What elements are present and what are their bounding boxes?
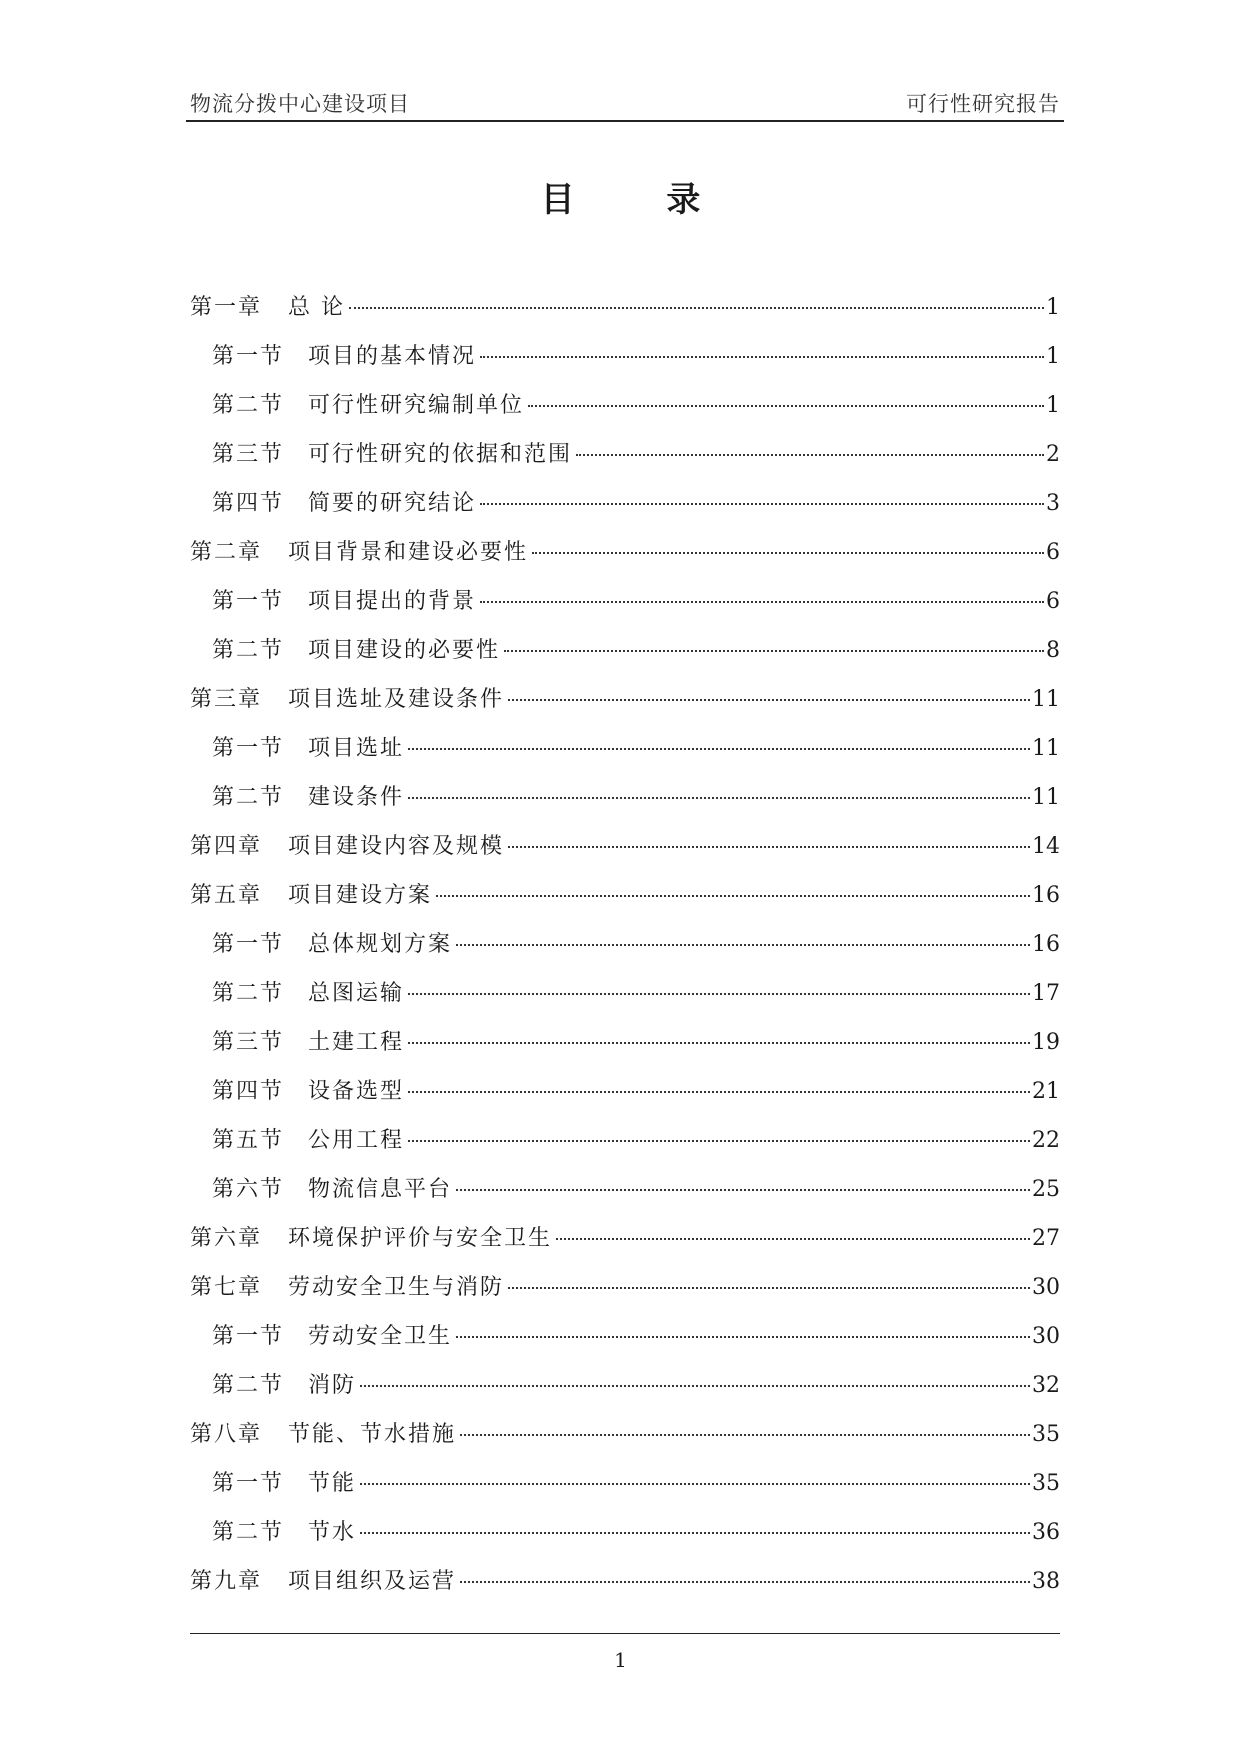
toc-entry-page: 11 <box>1032 687 1060 712</box>
toc-section-entry[interactable] <box>190 976 1060 1025</box>
toc-entry-title: 项目选址及建设条件 <box>288 687 505 712</box>
toc-entry-title: 项目的基本情况 <box>308 344 477 369</box>
toc-entry-title: 土建工程 <box>308 1030 405 1055</box>
toc-entry-title: 项目提出的背景 <box>308 589 477 614</box>
toc-entry-title: 节水 <box>308 1520 357 1545</box>
toc-dot-leader <box>504 650 1044 652</box>
toc-entry-number: 第六节 <box>212 1177 285 1202</box>
toc-entry-number: 第二章 <box>190 540 263 565</box>
toc-entry-number: 第一节 <box>212 1471 285 1496</box>
table-of-contents <box>190 290 1060 1613</box>
toc-entry-page: 35 <box>1032 1471 1060 1496</box>
toc-entry-title: 项目背景和建设必要性 <box>288 540 529 565</box>
toc-section-entry[interactable] <box>190 1025 1060 1074</box>
toc-entry-number: 第五章 <box>190 883 263 908</box>
toc-chapter-entry[interactable] <box>190 1564 1060 1613</box>
toc-entry-number: 第一节 <box>212 589 285 614</box>
toc-section-entry[interactable] <box>190 486 1060 535</box>
toc-entry-page: 11 <box>1032 785 1060 810</box>
toc-entry-page: 8 <box>1046 638 1060 663</box>
toc-entry-number: 第四节 <box>212 491 285 516</box>
toc-entry-page: 14 <box>1032 834 1060 859</box>
toc-entry-number: 第四节 <box>212 1079 285 1104</box>
toc-entry-title: 总体规划方案 <box>308 932 453 957</box>
footer-divider <box>190 1633 1060 1634</box>
toc-chapter-entry[interactable] <box>190 1417 1060 1466</box>
toc-entry-number: 第二节 <box>212 981 285 1006</box>
toc-entry-number: 第二节 <box>212 1520 285 1545</box>
toc-section-entry[interactable] <box>190 1172 1060 1221</box>
toc-entry-title: 环境保护评价与安全卫生 <box>288 1226 553 1251</box>
toc-chapter-entry[interactable] <box>190 878 1060 927</box>
toc-dot-leader <box>480 601 1044 603</box>
toc-entry-number: 第三节 <box>212 1030 285 1055</box>
toc-entry-page: 16 <box>1032 932 1060 957</box>
toc-dot-leader <box>460 1434 1030 1436</box>
toc-chapter-entry[interactable] <box>190 1270 1060 1319</box>
toc-dot-leader <box>556 1238 1030 1240</box>
toc-dot-leader <box>460 1581 1030 1583</box>
toc-entry-page: 17 <box>1032 981 1060 1006</box>
page-number: 1 <box>614 1648 627 1672</box>
toc-section-entry[interactable] <box>190 1466 1060 1515</box>
toc-dot-leader <box>532 552 1044 554</box>
toc-entry-page: 32 <box>1032 1373 1060 1398</box>
toc-dot-leader <box>436 895 1030 897</box>
toc-entry-title: 项目建设内容及规模 <box>288 834 505 859</box>
toc-section-entry[interactable] <box>190 633 1060 682</box>
toc-dot-leader <box>508 846 1030 848</box>
toc-section-entry[interactable] <box>190 927 1060 976</box>
toc-dot-leader <box>480 503 1044 505</box>
toc-section-entry[interactable] <box>190 339 1060 388</box>
toc-entry-number: 第一节 <box>212 1324 285 1349</box>
toc-dot-leader <box>360 1483 1030 1485</box>
toc-entry-page: 35 <box>1032 1422 1060 1447</box>
toc-entry-number: 第二节 <box>212 1373 285 1398</box>
toc-chapter-entry[interactable] <box>190 290 1060 339</box>
toc-chapter-entry[interactable] <box>190 829 1060 878</box>
toc-entry-number: 第四章 <box>190 834 263 859</box>
toc-dot-leader <box>508 1287 1030 1289</box>
toc-entry-page: 1 <box>1046 295 1060 320</box>
toc-dot-leader <box>576 454 1044 456</box>
toc-entry-page: 6 <box>1046 540 1060 565</box>
toc-dot-leader <box>408 797 1030 799</box>
toc-entry-page: 27 <box>1032 1226 1060 1251</box>
page-header <box>186 84 1064 122</box>
toc-entry-title: 可行性研究编制单位 <box>308 393 525 418</box>
toc-entry-page: 11 <box>1032 736 1060 761</box>
toc-dot-leader <box>408 993 1030 995</box>
toc-dot-leader <box>408 1140 1030 1142</box>
toc-entry-title: 消防 <box>308 1373 357 1398</box>
toc-dot-leader <box>480 356 1044 358</box>
toc-entry-title: 节能 <box>308 1471 357 1496</box>
toc-entry-page: 19 <box>1032 1030 1060 1055</box>
toc-dot-leader <box>360 1385 1030 1387</box>
toc-chapter-entry[interactable] <box>190 1221 1060 1270</box>
toc-entry-page: 6 <box>1046 589 1060 614</box>
toc-dot-leader <box>349 307 1044 309</box>
toc-section-entry[interactable] <box>190 1074 1060 1123</box>
header-report-type: 可行性研究报告 <box>906 92 1060 116</box>
toc-section-entry[interactable] <box>190 1368 1060 1417</box>
toc-dot-leader <box>456 1336 1030 1338</box>
toc-entry-number: 第三章 <box>190 687 263 712</box>
toc-section-entry[interactable] <box>190 1319 1060 1368</box>
toc-section-entry[interactable] <box>190 584 1060 633</box>
toc-entry-title: 项目选址 <box>308 736 405 761</box>
toc-entry-title: 节能、节水措施 <box>288 1422 457 1447</box>
toc-entry-page: 30 <box>1032 1324 1060 1349</box>
toc-dot-leader <box>408 748 1030 750</box>
toc-entry-number: 第一节 <box>212 344 285 369</box>
toc-entry-page: 36 <box>1032 1520 1060 1545</box>
toc-entry-number: 第二节 <box>212 638 285 663</box>
toc-section-entry[interactable] <box>190 388 1060 437</box>
toc-title: 目 录 <box>540 180 741 220</box>
toc-entry-number: 第二节 <box>212 393 285 418</box>
toc-entry-number: 第五节 <box>212 1128 285 1153</box>
toc-dot-leader <box>408 1091 1030 1093</box>
toc-entry-page: 38 <box>1032 1569 1060 1594</box>
toc-entry-page: 1 <box>1046 344 1060 369</box>
toc-entry-number: 第一章 <box>190 295 263 320</box>
toc-entry-title: 总图运输 <box>308 981 405 1006</box>
toc-entry-title: 项目组织及运营 <box>288 1569 457 1594</box>
toc-entry-title: 建设条件 <box>308 785 405 810</box>
toc-dot-leader <box>408 1042 1030 1044</box>
toc-entry-page: 30 <box>1032 1275 1060 1300</box>
toc-entry-number: 第一节 <box>212 932 285 957</box>
toc-entry-page: 16 <box>1032 883 1060 908</box>
toc-section-entry[interactable] <box>190 1515 1060 1564</box>
toc-entry-page: 25 <box>1032 1177 1060 1202</box>
toc-entry-title: 简要的研究结论 <box>308 491 477 516</box>
toc-entry-title: 公用工程 <box>308 1128 405 1153</box>
toc-entry-title: 项目建设的必要性 <box>308 638 501 663</box>
header-document-title: 物流分拨中心建设项目 <box>190 92 410 116</box>
toc-entry-page: 1 <box>1046 393 1060 418</box>
toc-entry-title: 可行性研究的依据和范围 <box>308 442 573 467</box>
toc-entry-number: 第六章 <box>190 1226 263 1251</box>
toc-entry-page: 3 <box>1046 491 1060 516</box>
toc-entry-page: 21 <box>1032 1079 1060 1104</box>
toc-dot-leader <box>508 699 1030 701</box>
toc-chapter-entry[interactable] <box>190 682 1060 731</box>
toc-entry-title: 设备选型 <box>308 1079 405 1104</box>
toc-entry-number: 第七章 <box>190 1275 263 1300</box>
toc-entry-number: 第一节 <box>212 736 285 761</box>
toc-chapter-entry[interactable] <box>190 535 1060 584</box>
toc-entry-title: 项目建设方案 <box>288 883 433 908</box>
toc-entry-page: 22 <box>1032 1128 1060 1153</box>
toc-entry-number: 第二节 <box>212 785 285 810</box>
toc-entry-number: 第九章 <box>190 1569 263 1594</box>
toc-dot-leader <box>456 944 1030 946</box>
toc-entry-number: 第三节 <box>212 442 285 467</box>
toc-entry-page: 2 <box>1046 442 1060 467</box>
toc-entry-title: 物流信息平台 <box>308 1177 453 1202</box>
toc-dot-leader <box>360 1532 1030 1534</box>
toc-entry-title: 劳动安全卫生与消防 <box>288 1275 505 1300</box>
toc-entry-title: 总 论 <box>288 295 346 320</box>
toc-section-entry[interactable] <box>190 780 1060 829</box>
toc-section-entry[interactable] <box>190 437 1060 486</box>
toc-entry-title: 劳动安全卫生 <box>308 1324 453 1349</box>
toc-section-entry[interactable] <box>190 731 1060 780</box>
toc-dot-leader <box>456 1189 1030 1191</box>
toc-dot-leader <box>528 405 1044 407</box>
toc-section-entry[interactable] <box>190 1123 1060 1172</box>
toc-entry-number: 第八章 <box>190 1422 263 1447</box>
